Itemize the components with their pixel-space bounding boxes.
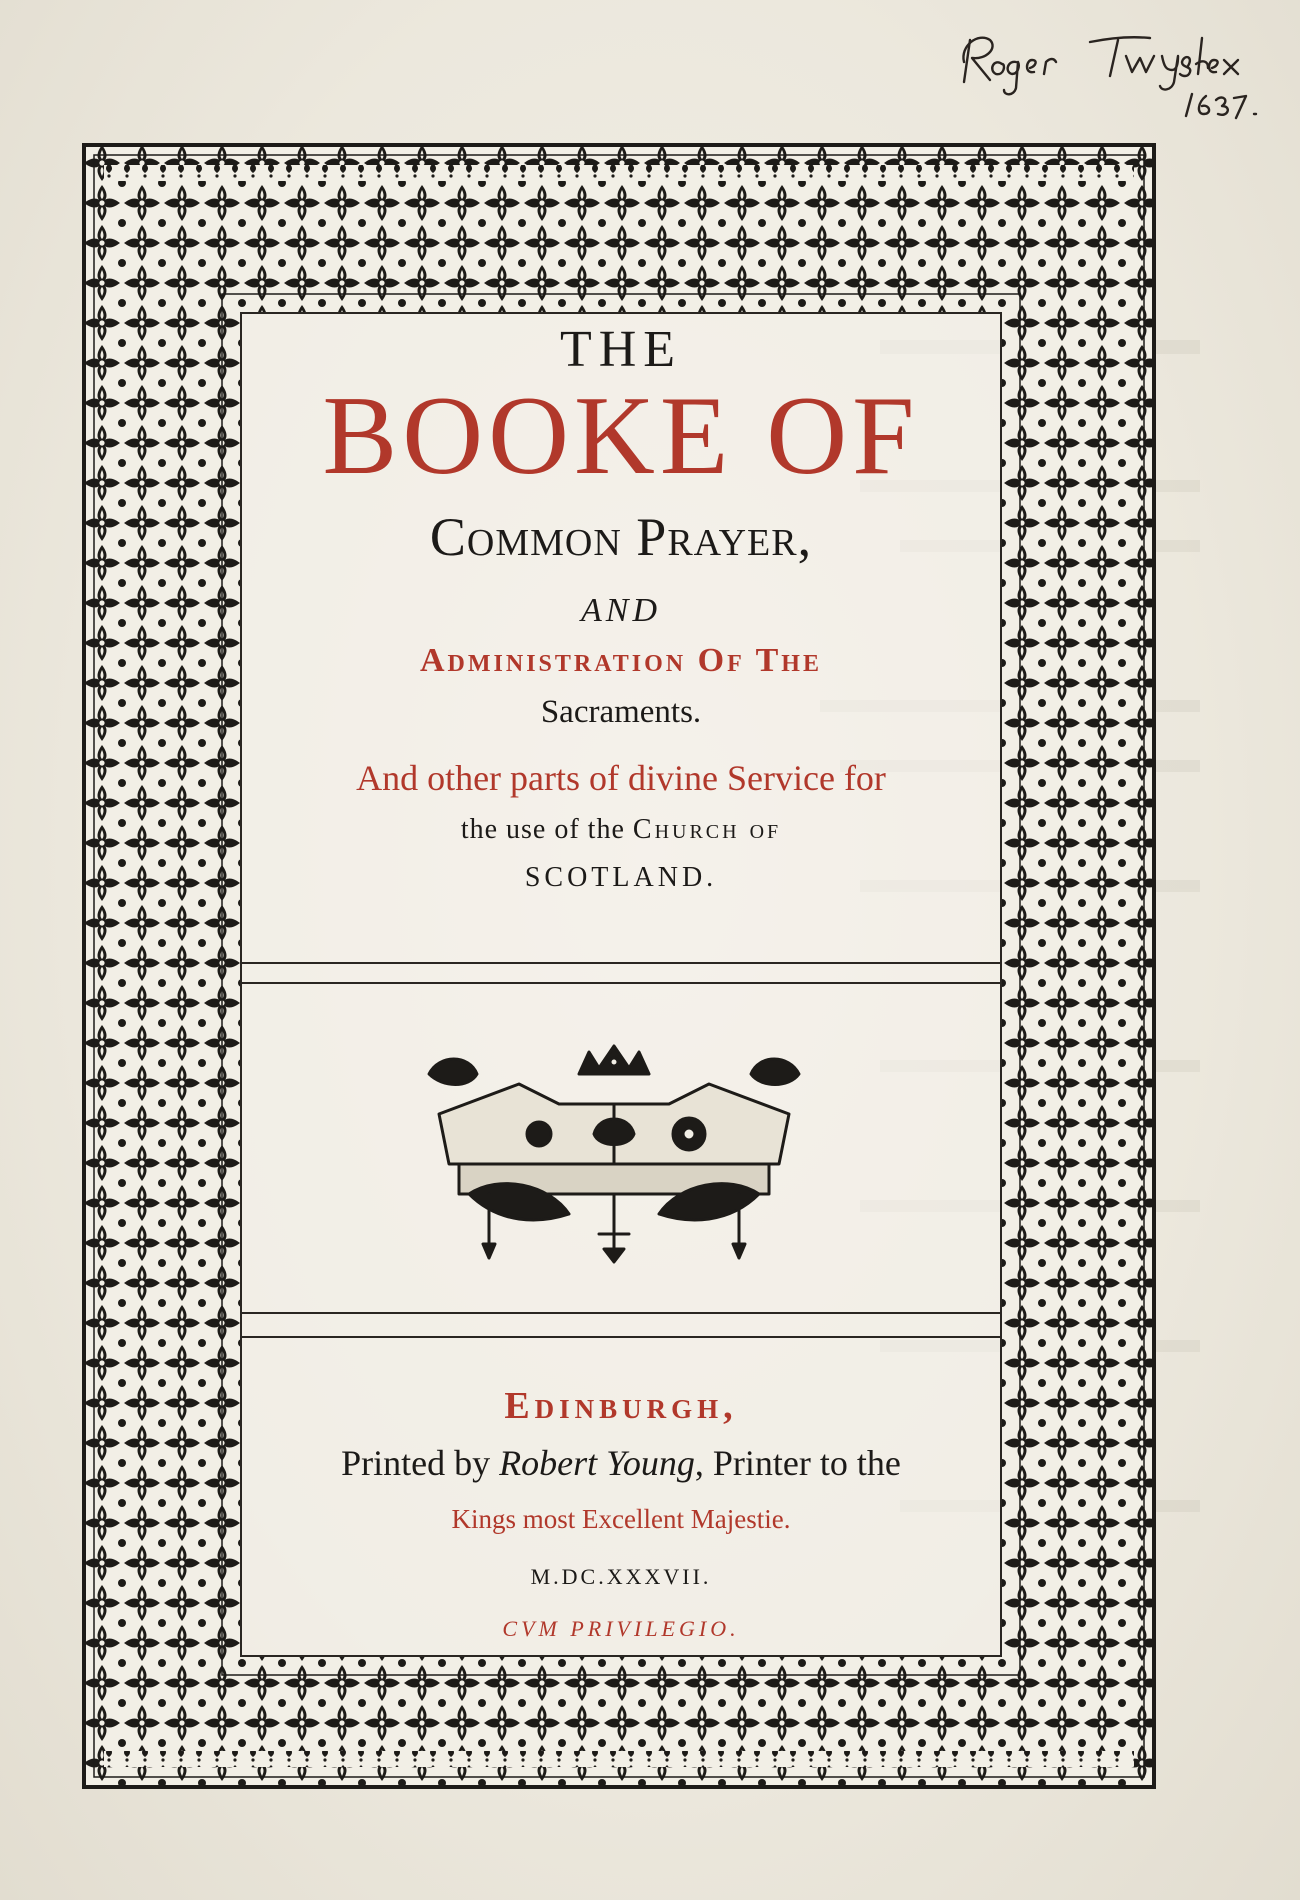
imprint-privilege: CVM PRIVILEGIO. bbox=[502, 1616, 740, 1641]
imprint-printed-by: Printed by bbox=[341, 1443, 491, 1483]
title-common-prayer: Common Prayer, bbox=[429, 507, 813, 567]
handwritten-annotation bbox=[950, 18, 1270, 128]
title-booke-of: BOOKE OF bbox=[322, 374, 920, 498]
title-panel bbox=[240, 312, 1002, 1657]
title-sacraments: Sacraments. bbox=[540, 694, 702, 730]
title-use-of-church bbox=[242, 814, 1000, 846]
title-the: THE bbox=[559, 321, 683, 378]
divider-rule bbox=[240, 962, 1002, 964]
divider-rule bbox=[240, 1312, 1002, 1314]
imprint-printer bbox=[242, 1442, 1000, 1484]
imprint-kings-majestie: Kings most Excellent Majestie. bbox=[451, 1504, 791, 1534]
title-administration bbox=[242, 642, 1000, 680]
title-scotland: SCOTLAND. bbox=[524, 862, 718, 893]
divider-rule bbox=[240, 982, 1002, 984]
title-other-parts: And other parts of divine Service for bbox=[356, 758, 886, 798]
imprint-printer-to: , Printer to the bbox=[694, 1443, 901, 1483]
title-administration-word: Administration bbox=[420, 642, 687, 679]
title-of-the: Of The bbox=[697, 642, 822, 679]
divider-rule bbox=[240, 1336, 1002, 1338]
title-church-of: Church of bbox=[632, 814, 782, 845]
imprint-year: M.DC.XXXVII. bbox=[530, 1564, 712, 1589]
title-and: AND bbox=[581, 592, 661, 629]
printers-device-icon bbox=[399, 1044, 829, 1264]
title-use-prefix: the use of the bbox=[460, 814, 625, 845]
imprint-printer-name: Robert Young bbox=[499, 1443, 695, 1483]
imprint-place: Edinburgh, bbox=[504, 1385, 738, 1427]
signature-icon bbox=[950, 18, 1270, 128]
